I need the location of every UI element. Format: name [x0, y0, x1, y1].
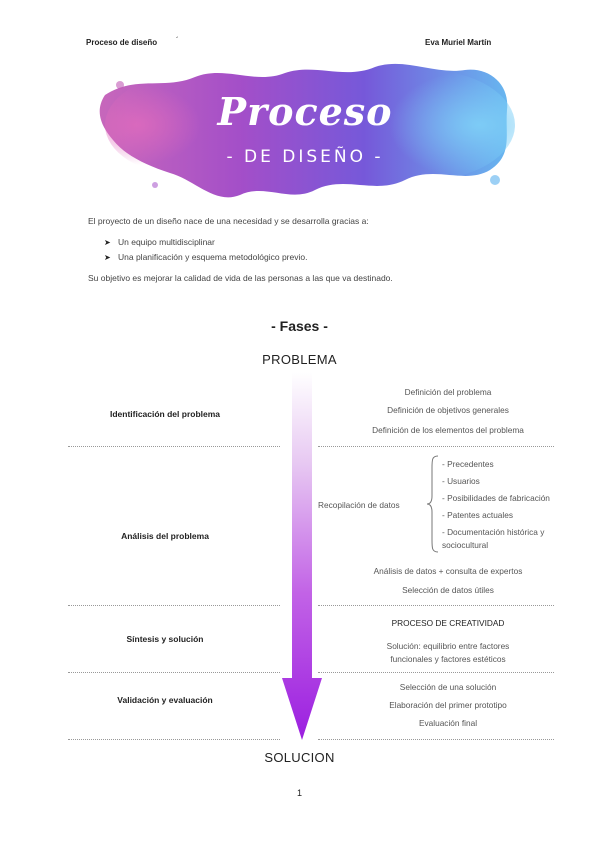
divider — [318, 605, 554, 606]
phase2-item: Selección de datos útiles — [402, 585, 494, 595]
phase-label-identificacion: Identificación del problema — [109, 409, 221, 419]
banner-title: Proceso — [217, 89, 393, 134]
solution-label: SOLUCION — [264, 750, 335, 765]
problem-label: PROBLEMA — [262, 352, 337, 367]
intro-lead: El proyecto de un diseño nace de una necesidad y se desarrolla gracias a: — [88, 216, 369, 226]
recopilacion-subitem: - Documentación histórica y — [442, 527, 545, 537]
divider — [318, 446, 554, 447]
recopilacion-subitem: - Posibilidades de fabricación — [442, 493, 550, 503]
phase4-item: Selección de una solución — [399, 682, 497, 692]
fases-title: - Fases - — [271, 318, 328, 334]
creatividad-heading: PROCESO DE CREATIVIDAD — [391, 618, 505, 628]
phase1-item: Definición de objetivos generales — [387, 405, 509, 415]
arrow-bullet-icon: ➤ — [104, 253, 111, 262]
header-author: Eva Muriel Martín — [425, 38, 492, 47]
recopilacion-subitem: - Patentes actuales — [442, 510, 514, 520]
phase4-item: Elaboración del primer prototipo — [389, 700, 507, 710]
page-number: 1 — [296, 788, 302, 798]
header-doc-title: Proceso de diseño — [86, 38, 158, 47]
intro-bullet-2: ➤ Una planificación y esquema metodológico previo. — [104, 252, 308, 262]
phase-label-analisis: Análisis del problema — [121, 531, 209, 541]
banner-subtitle: - DE DISEÑO - — [226, 147, 384, 167]
intro-objective: Su objetivo es mejorar la calidad de vida de las personas a las que va destinado. — [88, 273, 393, 283]
phase-label-validacion: Validación y evaluación — [117, 695, 213, 705]
divider — [68, 672, 280, 673]
divider — [68, 605, 280, 606]
phase1-item: Definición de los elementos del problema — [372, 425, 524, 435]
header-mark: ´ — [176, 36, 179, 45]
recopilacion-subitem: - Precedentes — [442, 459, 494, 469]
phase1-item: Definición del problema — [404, 387, 492, 397]
divider — [68, 446, 280, 447]
phase3-item: Solución: equilibrio entre factores — [386, 641, 510, 651]
brace-icon — [426, 454, 440, 554]
divider — [68, 739, 280, 740]
intro-bullet-1: ➤ Un equipo multidisciplinar — [104, 237, 215, 247]
recopilacion-label: Recopilación de datos — [318, 500, 400, 510]
title-banner — [95, 55, 515, 205]
recopilacion-subitem: sociocultural — [442, 540, 489, 550]
phase4-item: Evaluación final — [418, 718, 478, 728]
phase-label-sintesis: Síntesis y solución — [126, 634, 204, 644]
phase3-item: funcionales y factores estéticos — [390, 654, 506, 664]
divider — [318, 739, 554, 740]
phase2-item: Análisis de datos + consulta de expertos — [373, 566, 523, 576]
recopilacion-subitem: - Usuarios — [442, 476, 480, 486]
divider — [318, 672, 554, 673]
arrow-bullet-icon: ➤ — [104, 238, 111, 247]
